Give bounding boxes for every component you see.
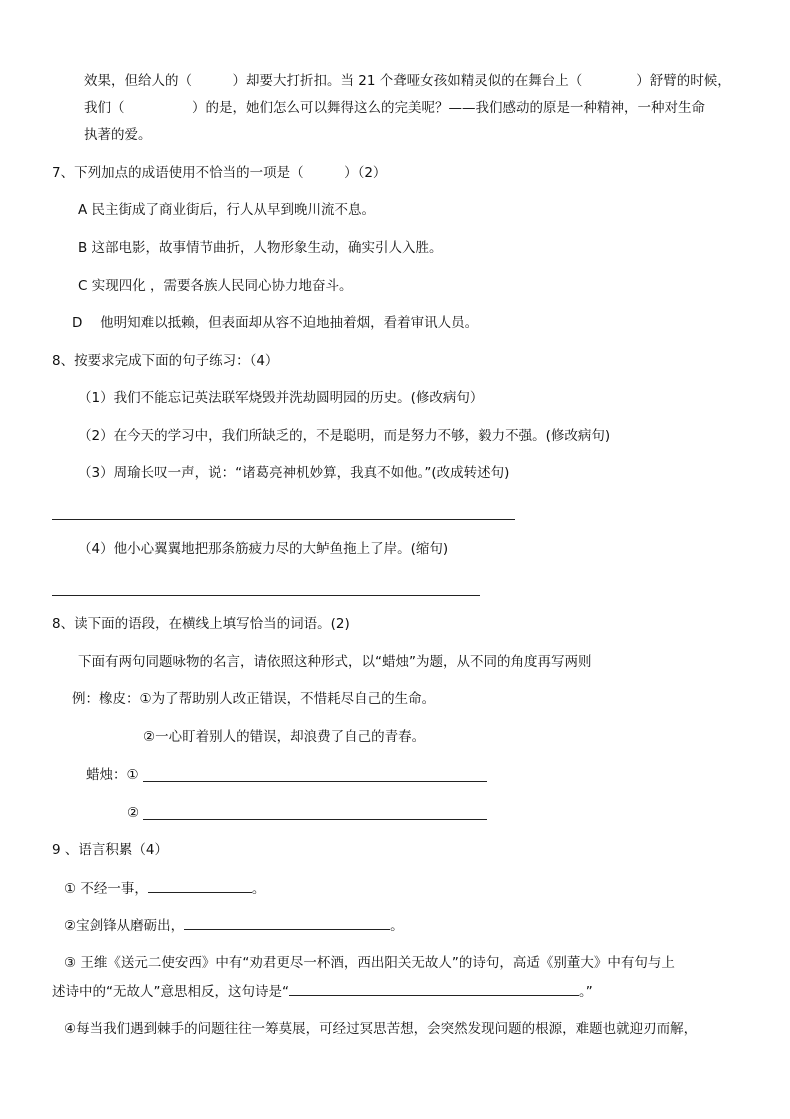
q8-sentence-3: （3）周瑜长叹一声，说：“诸葛亮神机妙算，我真不如他。”(改成转述句) (78, 465, 510, 481)
passage-line-2: 我们（ ）的是，她们怎么可以舞得这么的完美呢？——我们感动的原是一种精神，一种对生命 (84, 100, 705, 116)
q9-stem: 9 、语言积累（4） (52, 842, 168, 858)
q7-option-b: B 这部电影，故事情节曲折，人物形象生动，确实引人入胜。 (78, 240, 443, 256)
q7-stem: 7、下列加点的成语使用不恰当的一项是（ ）（2） (52, 165, 387, 181)
q8-stem: 8、按要求完成下面的句子练习：（4） (52, 353, 279, 369)
q9-item-1-text: ① 不经一事， (64, 881, 148, 897)
candle-number-2: ② (127, 805, 140, 821)
q9-item-2 (64, 915, 404, 936)
q8b-stem: 8、读下面的语段，在横线上填写恰当的词语。(2) (52, 616, 350, 632)
q9-item-2-text: ②宝剑锋从磨砺出， (64, 918, 185, 934)
passage-line-3: 执著的爱。 (84, 127, 152, 143)
q9-item-1-end: 。 (251, 881, 266, 897)
answer-line-candle-1[interactable] (143, 781, 487, 782)
q8b-example-2: ②一心盯着别人的错误，却浪费了自己的青春。 (143, 729, 426, 745)
q9-item-1 (64, 878, 265, 899)
q7-option-d: D 他明知难以抵赖，但表面却从容不迫地抽着烟，看着审讯人员。 (72, 315, 479, 331)
q8b-example-1: 例：橡皮：①为了帮助别人改正错误，不惜耗尽自己的生命。 (72, 691, 436, 707)
answer-line-q8-3[interactable] (52, 519, 515, 520)
answer-blank-q9-2[interactable] (184, 915, 390, 930)
q9-item-3-line-1: ③ 王维《送元二使安西》中有“劝君更尽一杯酒，西出阳关无故人”的诗句，高适《别董大》中有句与上 (64, 955, 675, 971)
q7-option-a: A 民主街成了商业街后，行人从早到晚川流不息。 (78, 202, 376, 218)
q9-item-4: ④每当我们遇到棘手的问题往往一筹莫展，可经过冥思苦想，会突然发现问题的根源，难题也就迎刃而解， (64, 1021, 698, 1037)
q8-sentence-2: （2）在今天的学习中，我们所缺乏的，不是聪明，而是努力不够，毅力不强。(修改病句) (78, 428, 611, 444)
q8-sentence-1: （1）我们不能忘记英法联军烧毁并洗劫圆明园的历史。(修改病句） (78, 390, 484, 406)
answer-line-q8-4[interactable] (52, 595, 480, 596)
q9-item-3-end: 。” (578, 984, 593, 1000)
q9-item-2-end: 。 (390, 918, 404, 934)
passage-line-1: 效果，但给人的（ ）却要大打折扣。当 21 个聋哑女孩如精灵似的在舞台上（ ）舒臂的时候， (84, 73, 731, 89)
q9-item-3-text: 述诗中的“无故人”意思相反，这句诗是“ (52, 984, 289, 1000)
q9-item-3-line-2 (52, 981, 593, 1002)
answer-blank-q9-3[interactable] (289, 981, 579, 996)
candle-label: 蜡烛：① (86, 767, 139, 783)
q8-sentence-4: （4）他小心翼翼地把那条筋疲力尽的大鲈鱼拖上了岸。(缩句) (78, 541, 449, 557)
q7-option-c: C 实现四化 ，需要各族人民同心协力地奋斗。 (78, 278, 353, 294)
q8b-intro: 下面有两句同题咏物的名言，请依照这种形式，以“蜡烛”为题，从不同的角度再写两则 (78, 654, 592, 670)
answer-line-candle-2[interactable] (143, 819, 487, 820)
answer-blank-q9-1[interactable] (148, 878, 252, 893)
